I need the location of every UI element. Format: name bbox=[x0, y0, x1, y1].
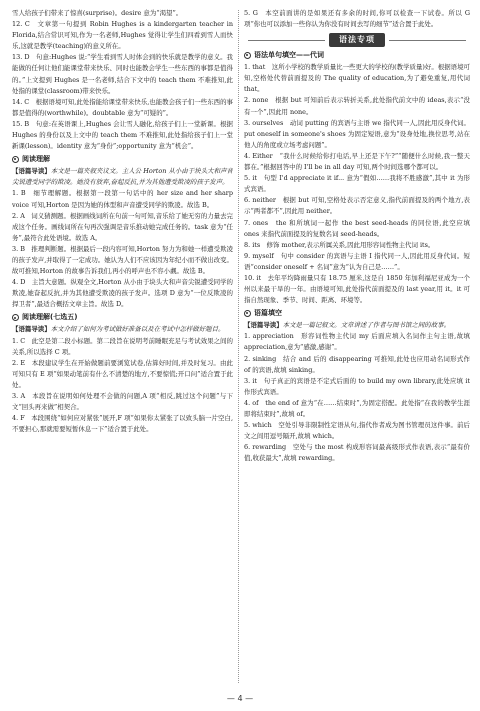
paragraph: 13. D 句意:Hughes 说:“学生看到雪人时体会到的快乐就是教学的意义。我能做的任何让他们能课堂带来快乐、同时也能教会学生一些东西的事都是值得的。”上文提到 Hughes 是一名老师,结合下文中的 teach them 不难推知,此处指的课堂(classroom)带来快乐。 bbox=[12, 53, 233, 95]
paragraph: 3. A 本段旨在说明如何处理不会做的问题,A 项“相反,跳过这个问题”与下文“回头再来做”相契合。 bbox=[12, 392, 233, 412]
paragraph: 3. ourselves 动词 putting 的宾语与主语 we 指代同一人,因此用反身代词。put oneself in someone's shoes 为固定短语,意为“设身处地,换位思考,站在他人的角度或立场考虑问题”。 bbox=[244, 118, 470, 149]
paragraph: 14. C 根据语境可知,此处指能给课堂带来快乐,也能教会孩子们一些东西的事都是值得的(worthwhile)。doubtable 意为“可疑的”。 bbox=[12, 97, 233, 117]
section-bullet-icon bbox=[244, 310, 251, 317]
section-banner-title: 语法专项 bbox=[329, 33, 385, 47]
right-column bbox=[244, 8, 470, 685]
paragraph: 1. appreciation 形容词性物主代词 my 后面应填入名词作主句主语,故填 appreciation,意为“感激,感谢”。 bbox=[244, 332, 470, 352]
paragraph: 7. ones the 和所填词一起作 the best seed-heads 的同位语,此空应填 ones 来指代前面提及的复数名词 seed-heads。 bbox=[244, 218, 470, 238]
page-number: — 4 — bbox=[226, 694, 254, 703]
paragraph: 5. it 句型 I'd appreciate it if... 意为“假如……我将不胜感激”,其中 it 为形式宾语。 bbox=[244, 174, 470, 194]
paragraph: 10. it 去年平均降雨量只有 18.75 厘米,这是自 1850 年加利福尼亚成为一个州以来最干旱的一年。由语境可知,此处指代前面提及的 last year,用 it。it 可指自然现象、季节、时间、距离、环境等。 bbox=[244, 273, 470, 305]
section-banner bbox=[244, 33, 470, 47]
passage-guide-label: 【语篇导读】 bbox=[244, 321, 283, 330]
paragraph: 3. it 句子真正的宾语是不定式后面的 to build my own library,此处应填 it 作形式宾语。 bbox=[244, 376, 470, 396]
paragraph: 2. none 根据 but 可知前后表示转折关系,此处指代前文中的 ideas,表示“没有一个”,因此用 none。 bbox=[244, 96, 470, 116]
left-column bbox=[12, 8, 233, 685]
section-heading-text: 语法单句填空——代词 bbox=[254, 51, 324, 60]
column-divider bbox=[238, 10, 239, 683]
paragraph: 5. G 本空前面讲的是如果还有多余的时间,你可以检查一下试卷。所以 G 项“你也可以添加一些你认为你没有时间去写的细节”适合置于此处。 bbox=[244, 9, 470, 29]
paragraph: 9. myself 句中 consider 的宾语与主语 I 指代同一人,因此用反身代词。短语“consider oneself + 名词”意为“认为自己是……”。 bbox=[244, 251, 470, 271]
paragraph: 3. B 推理判断题。根据最后一段内容可知,Horton 努力为和她一样遭受欺凌的孩子发声,并取得了一定成功。她认为人们不应该因为年纪小而不做出改变。故可推知,Horton 的故事告诉我们,再小的呼声也不容小觑。故选 B。 bbox=[12, 244, 233, 276]
section-heading bbox=[12, 154, 233, 165]
paragraph: 4. Either “我什么时候给你打电话,早上还是下午?”“随便什么时候,我一整天都在。”根据回答中的 I'll be in all day 可知,两个时间选哪个都可以。 bbox=[244, 151, 470, 172]
passage-guide-label: 【语篇导读】 bbox=[12, 167, 51, 176]
passage-guide-text: 本文介绍了如何为考试做好准备以及在考试中怎样做好题目。 bbox=[50, 325, 225, 334]
paragraph: 6. rewarding 空处与 the most 构成形容词最高级形式作表语,表示“最有价值,收获最大”,故填 rewarding。 bbox=[244, 443, 470, 463]
passage-guide bbox=[12, 166, 233, 188]
section-heading-text: 阅读理解(七选五) bbox=[22, 313, 78, 322]
paragraph: 2. A 词义猜测题。根据画线词所在句前一句可知,音乐给了她无穷的力量去完成这个任务。画线词所在句再次强调是音乐推动她完成任务的。task 意为“任务”,最符合此处语境。故选 A。 bbox=[12, 211, 233, 242]
passage-guide bbox=[12, 324, 233, 335]
paragraph: 雪人给孩子们带来了惊喜(surprise)。desire 意为“渴望”。 bbox=[12, 9, 183, 17]
paragraph: 1. C 此空是第二段小标题。第二段旨在说明考前睡眠充足与考试效果之间的关系,所以选择 C 项。 bbox=[12, 336, 233, 356]
passage-guide-text: 本文是一篇记叙文。文章讲述了作者与图书馆之间的故事。 bbox=[282, 321, 451, 330]
paragraph: 5. which 空处引导非限制性定语从句,指代作者成为图书管理员这件事。前后文之间用逗号隔开,故填 which。 bbox=[244, 421, 470, 441]
paragraph: 4. D 主旨大意题。纵观全文,Horton 从小由于块头大和声音尖锐遭受同学的欺凌,她奋起反抗,并为其他遭受欺凌的孩子发声。选项 D 意为“一位反欺凌的捍卫者”,最适合概括文章主旨。故选 D。 bbox=[12, 278, 233, 309]
paragraph: 6. neither 根据 but 可知,空格处表示否定意义,指代前面提及的两个地方,表示“两者都不”,因此用 neither。 bbox=[244, 196, 470, 216]
paragraph: 8. its 修饰 mother,表示所属关系,因此用形容词性物主代词 its。 bbox=[244, 240, 435, 249]
section-bullet-icon bbox=[12, 156, 19, 163]
section-heading bbox=[244, 308, 470, 319]
paragraph: 2. sinking 结合 and 后的 disappearing 可推知,此处也应用动名词形式作 of 的宾语,故填 sinking。 bbox=[244, 354, 470, 374]
section-bullet-icon bbox=[12, 314, 19, 321]
section-heading bbox=[12, 312, 233, 323]
paragraph: 1. B 细节理解题。根据第一段第一句话中的 her size and her sharp voice 可知,Horton 是因为她的体型和声音遭受同学的欺凌。故选 B。 bbox=[12, 189, 233, 209]
passage-guide bbox=[244, 320, 470, 331]
paragraph: 4. of the end of 意为“在……结束时”,为固定搭配。此处指“在我的教学生涯即将结束时”,故填 of。 bbox=[244, 398, 470, 418]
section-heading-text: 语篇填空 bbox=[254, 309, 282, 318]
paragraph: 4. F 本段围绕“如何应对紧张”展开,F 项“如果你太紧张了以致头脑一片空白,不要担心,那就需要短暂休息一下”适合置于此处。 bbox=[12, 414, 233, 434]
paragraph: 2. E 本段建议学生在开始做题前要浏览试卷,估算好时间,并及时复习。由此可知只有 E 项“如果动笔前有什么不清楚的地方,不要惊慌;开口问”适合置于此处。 bbox=[12, 358, 233, 389]
passage-guide-label: 【语篇导读】 bbox=[12, 325, 51, 334]
section-heading-text: 阅读理解 bbox=[22, 155, 50, 164]
section-bullet-icon bbox=[244, 52, 251, 59]
paragraph: 12. C 文章第一句提到 Robin Hughes is a kindergarten teacher in Florida,结合常识可知,作为一名老师,Hughes 觉得让学生们四看到雪人而快乐,这就是教学(teaching)的意义所在。 bbox=[12, 20, 233, 51]
passage-guide-text: 本文是一篇夹叙夹议文。主人公 Horton 从小由于块头大和声音尖锐遭受同学的欺凌。她没有放弃,奋起反抗,并为其他遭受欺凌的孩子发声。 bbox=[12, 167, 233, 187]
paragraph: 15. B 句意:在英语课上,Hughes 会让雪人融化,给孩子们上一堂新课。根据 Hughes 的身份以及上文中的 teach them 不难推知,此处指给孩子们上一堂新课(lesson)。identity 意为“身份”;opportunity 意为“机会”。 bbox=[12, 119, 233, 151]
paragraph: 1. that 这所小学校的教学质量比一些更大的学校的(教学质量)好。根据语境可知,空格处代替前面提及的 The quality of education,为了避免重复,用代词 that。 bbox=[244, 63, 470, 94]
section-heading bbox=[244, 50, 470, 61]
